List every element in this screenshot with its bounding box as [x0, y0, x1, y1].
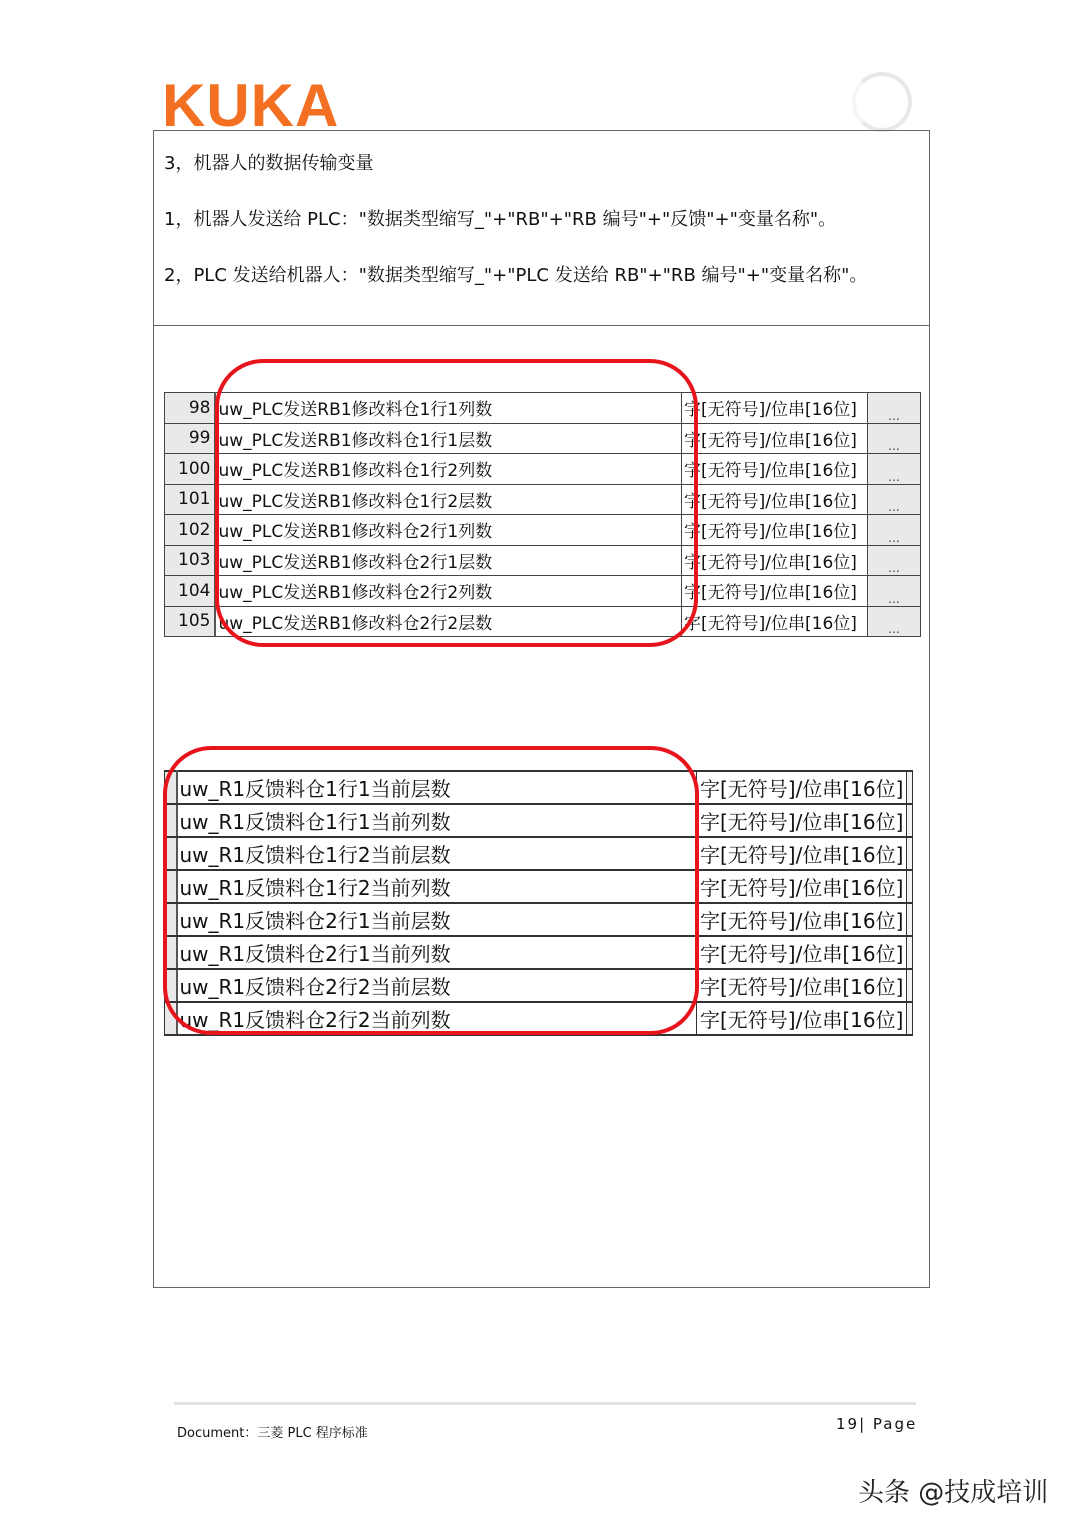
table-row — [165, 771, 913, 804]
table-row — [165, 870, 913, 903]
ellipsis-button[interactable]: ... — [868, 454, 921, 485]
data-type-cell[interactable]: 字[无符号]/位串[16位] — [682, 515, 868, 546]
text-section — [154, 131, 929, 326]
variable-name-cell[interactable]: uw_PLC发送RB1修改料仓1行1列数 — [215, 393, 682, 424]
data-type-cell[interactable]: 字[无符号]/位串[16位] — [682, 545, 868, 576]
ellipsis-button[interactable]: ... — [868, 393, 921, 424]
row-number: 102 — [165, 515, 215, 546]
plc-to-robot-variable-table — [164, 392, 921, 637]
table-row — [165, 454, 921, 485]
data-type-cell[interactable]: 字[无符号]/位串[16位] — [697, 903, 907, 936]
table-row — [165, 484, 921, 515]
table-row — [165, 576, 921, 607]
row-number: 98 — [165, 393, 215, 424]
data-type-cell[interactable]: 字[无符号]/位串[16位] — [697, 969, 907, 1002]
document-frame — [153, 130, 930, 1288]
row-number: 100 — [165, 454, 215, 485]
variable-name-cell[interactable]: uw_PLC发送RB1修改料仓1行2列数 — [215, 454, 682, 485]
ellipsis-button[interactable]: ... — [868, 484, 921, 515]
data-type-cell[interactable]: 字[无符号]/位串[16位] — [682, 423, 868, 454]
data-type-cell[interactable]: 字[无符号]/位串[16位] — [682, 606, 868, 637]
variable-name-cell[interactable]: uw_PLC发送RB1修改料仓1行1层数 — [215, 423, 682, 454]
robot-feedback-variable-table — [164, 770, 913, 1036]
variable-name-cell[interactable]: uw_R1反馈料仓2行1当前层数 — [177, 903, 697, 936]
table-row — [165, 393, 921, 424]
rule-robot-to-plc: 1，机器人发送给 PLC："数据类型缩写_"+"RB"+"RB 编号"+"反馈"+"变量名称"。 — [164, 209, 837, 230]
row-number: 105 — [165, 606, 215, 637]
data-type-cell[interactable]: 字[无符号]/位串[16位] — [682, 576, 868, 607]
table-row — [165, 837, 913, 870]
row-number: 103 — [165, 545, 215, 576]
data-type-cell[interactable]: 字[无符号]/位串[16位] — [697, 771, 907, 804]
variable-name-cell[interactable]: uw_PLC发送RB1修改料仓1行2层数 — [215, 484, 682, 515]
variable-name-cell[interactable]: uw_R1反馈料仓1行1当前列数 — [177, 804, 697, 837]
table-row — [165, 804, 913, 837]
loading-spinner-icon — [852, 72, 912, 132]
ellipsis-button[interactable]: ... — [868, 606, 921, 637]
variable-name-cell[interactable]: uw_R1反馈料仓2行1当前列数 — [177, 936, 697, 969]
table-row — [165, 423, 921, 454]
variable-name-cell[interactable]: uw_PLC发送RB1修改料仓2行1层数 — [215, 545, 682, 576]
variable-name-cell[interactable]: uw_PLC发送RB1修改料仓2行2层数 — [215, 606, 682, 637]
kuka-logo: KUKA — [162, 72, 340, 139]
variable-name-cell[interactable]: uw_PLC发送RB1修改料仓2行1列数 — [215, 515, 682, 546]
table-row — [165, 606, 921, 637]
variable-name-cell[interactable]: uw_PLC发送RB1修改料仓2行2列数 — [215, 576, 682, 607]
ellipsis-button[interactable]: ... — [868, 545, 921, 576]
ellipsis-button[interactable]: ... — [868, 423, 921, 454]
data-type-cell[interactable]: 字[无符号]/位串[16位] — [682, 454, 868, 485]
variable-name-cell[interactable]: uw_R1反馈料仓2行2当前列数 — [177, 1002, 697, 1035]
data-type-cell[interactable]: 字[无符号]/位串[16位] — [697, 804, 907, 837]
table-row — [165, 1002, 913, 1035]
data-type-cell[interactable]: 字[无符号]/位串[16位] — [697, 936, 907, 969]
rule-plc-to-robot: 2，PLC 发送给机器人："数据类型缩写_"+"PLC 发送给 RB"+"RB 编号"+"变量名称"。 — [164, 265, 868, 286]
data-type-cell[interactable]: 字[无符号]/位串[16位] — [682, 484, 868, 515]
table-row — [165, 545, 921, 576]
row-number: 99 — [165, 423, 215, 454]
variable-name-cell[interactable]: uw_R1反馈料仓1行1当前层数 — [177, 771, 697, 804]
row-number: 101 — [165, 484, 215, 515]
ellipsis-button[interactable]: ... — [868, 515, 921, 546]
variable-name-cell[interactable]: uw_R1反馈料仓1行2当前列数 — [177, 870, 697, 903]
variable-name-cell[interactable]: uw_R1反馈料仓2行2当前层数 — [177, 969, 697, 1002]
data-type-cell[interactable]: 字[无符号]/位串[16位] — [682, 393, 868, 424]
footer-page-number: 19| Page — [836, 1415, 918, 1433]
data-type-cell[interactable]: 字[无符号]/位串[16位] — [697, 870, 907, 903]
table-row — [165, 936, 913, 969]
data-type-cell[interactable]: 字[无符号]/位串[16位] — [697, 1002, 907, 1035]
ellipsis-button[interactable]: ... — [868, 576, 921, 607]
row-number: 104 — [165, 576, 215, 607]
table-row — [165, 515, 921, 546]
table-row — [165, 969, 913, 1002]
variable-name-cell[interactable]: uw_R1反馈料仓1行2当前层数 — [177, 837, 697, 870]
section-heading: 3，机器人的数据传输变量 — [164, 153, 374, 174]
watermark-text: 头条 @技成培训 — [858, 1478, 1049, 1508]
footer-document-title: Document：三菱 PLC 程序标准 — [177, 1426, 368, 1441]
table-row — [165, 903, 913, 936]
footer-divider — [174, 1402, 916, 1405]
data-type-cell[interactable]: 字[无符号]/位串[16位] — [697, 837, 907, 870]
